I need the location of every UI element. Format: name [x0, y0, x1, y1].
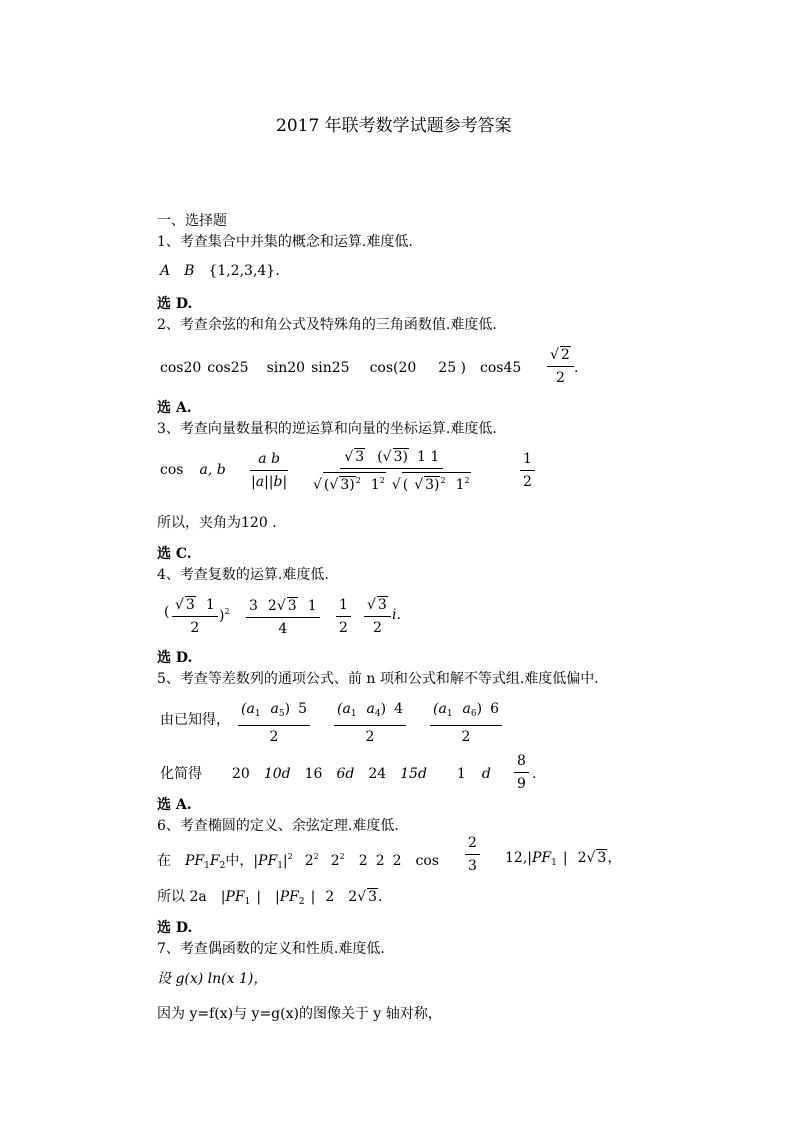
q4-description: 4、考查复数的运算.难度低. [157, 567, 329, 583]
q3-fraction-coordinates: $\frac{√ 3 (√ 3) 1 1}{√ (√ 3)^2 1^2 √ ( √ 3)^2 1^2}$ [313, 449, 470, 493]
q5-fraction-eight-ninths: $\frac{8}{9}$ [514, 753, 529, 792]
q2-formula: cos20 cos25 sin20 sin25 cos(20 25 ) cos45 [160, 360, 522, 376]
q6-major-axis: 所以 2a $|PF_1$ | $|PF_2$ | 2 2√ 3. [157, 889, 383, 907]
q4-close-paren-squared: )$^2$ [219, 607, 230, 624]
q5-description: 5、考查等差数列的通项公式、前 n 项和公式和解不等式组.难度低偏中. [157, 671, 599, 687]
q2-fraction-sqrt2-over-2: $\frac{√ 2}{2}$ [547, 346, 574, 386]
q6-fraction-two-thirds: $\frac{2}{3}$ [465, 835, 480, 874]
page-title: 2017 年联考数学试题参考答案 [276, 116, 512, 136]
q5-fraction-sum4: $\frac{(a_1 a_4) 4}{2}$ [334, 701, 406, 745]
q1-formula: A B {1,2,3,4}. [160, 263, 280, 279]
q4-fraction-expanded: $\frac{3 2√ 3 1}{4}$ [246, 597, 320, 637]
q6-answer: 选 D. [157, 920, 193, 936]
q4-fraction-real-part: $\frac{1}{2}$ [336, 597, 351, 636]
q6-result: $12,|PF_1$ | 2√ 3， [505, 850, 622, 868]
q4-answer: 选 D. [157, 650, 193, 666]
q1-description: 1、考查集合中并集的概念和运算.难度低. [157, 234, 413, 250]
q4-fraction-base: $\frac{√ 3 1}{2}$ [172, 596, 218, 636]
q4-fraction-imag-part: $\frac{√ 3}{2}$ [364, 596, 391, 636]
q3-cos-ab: cos a, b [160, 462, 226, 478]
q7-description: 7、考查偶函数的定义和性质.难度低. [157, 941, 385, 957]
q2-description: 2、考查余弦的和角公式及特殊角的三角函数值.难度低. [157, 317, 497, 333]
q4-open-paren: ( [164, 604, 170, 620]
q7-symmetry-statement: 因为 y=f(x)与 y=g(x)的图像关于 y 轴对称， [157, 1006, 442, 1022]
q3-conclusion: 所以，夹角为120 . [157, 515, 277, 531]
q1-answer: 选 D. [157, 296, 193, 312]
q6-description: 6、考查椭圆的定义、余弦定理.难度低. [157, 818, 399, 834]
q3-description: 3、考查向量数量积的逆运算和向量的坐标运算.难度低. [157, 421, 497, 437]
q5-fraction-sum5: $\frac{(a_1 a_5) 5}{2}$ [238, 701, 310, 745]
q3-answer: 选 C. [157, 546, 192, 562]
q3-fraction-dot-over-norms: $\frac{\text{a b}}{|a||b|}$ [251, 451, 288, 490]
q6-triangle-statement: 在 $PF_1F_2$中，$|PF_1|^2$ $2^2$ $2^2$ 2 2 2 cos [157, 852, 439, 871]
q2-answer: 选 A. [157, 400, 192, 416]
q7-define-g: 设 g(x) ln(x 1)， [157, 971, 268, 987]
q5-period: . [532, 766, 537, 782]
q5-answer: 选 A. [157, 797, 192, 813]
q5-fraction-sum6: $\frac{(a_1 a_6) 6}{2}$ [430, 701, 502, 745]
q5-simplified: 化简得 20 10d 16 6d 24 15d 1 d [160, 766, 491, 782]
q3-fraction-half: $\frac{1}{2}$ [520, 451, 535, 490]
section-heading: 一、选择题 [157, 213, 227, 229]
q2-period: . [574, 360, 579, 376]
q5-known-label: 由已知得， [160, 712, 230, 728]
q4-imaginary-unit: i. [392, 607, 401, 623]
